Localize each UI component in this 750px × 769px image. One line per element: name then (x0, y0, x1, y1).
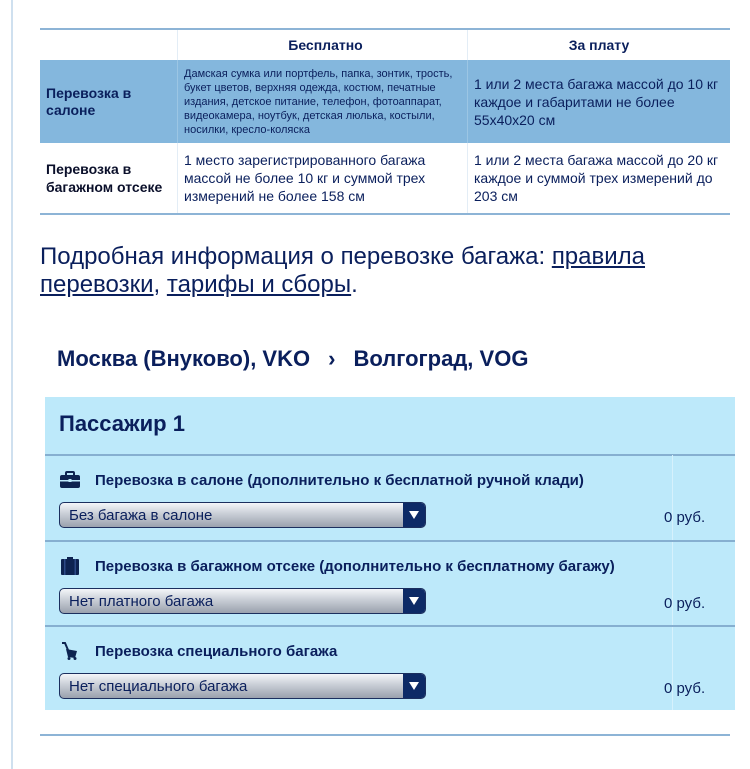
section-label (59, 471, 584, 489)
chevron-down-icon (409, 597, 419, 605)
passenger-title: Пассажир 1 (59, 411, 185, 436)
special-baggage-section (45, 627, 735, 712)
passenger-panel (45, 397, 735, 710)
header-free: Бесплатно (177, 30, 467, 60)
route-heading (57, 346, 528, 372)
header-paid: За плату (467, 30, 730, 60)
section-price: 0 руб. (664, 509, 706, 526)
cabin-baggage-select[interactable] (59, 502, 426, 528)
hold-baggage-section (45, 542, 735, 627)
info-separator: , (153, 271, 167, 298)
select-value: Нет специального багажа (69, 677, 248, 695)
select-value: Нет платного багажа (69, 592, 214, 610)
dropdown-button[interactable] (403, 589, 425, 613)
row-free: 1 место зарегистрированного багажа массой не более 10 кг и суммой трех измерений не более 158 см (177, 143, 467, 213)
section-label (59, 642, 337, 660)
info-end: . (351, 271, 358, 298)
table-row-hold (40, 143, 730, 213)
hold-baggage-select[interactable] (59, 588, 426, 614)
baggage-rules-table (40, 28, 730, 215)
suitcase-icon (59, 557, 81, 575)
row-paid: 1 или 2 места багажа массой до 20 кг каждое и суммой трех измерений до 203 см (467, 143, 730, 213)
bottom-divider (40, 734, 730, 736)
table-bottom-rule (40, 213, 730, 215)
left-border (11, 0, 13, 769)
section-price: 0 руб. (664, 595, 706, 612)
row-label: Перевозка в багажном отсеке (46, 161, 163, 195)
cabin-baggage-section (45, 456, 735, 541)
section-title: Перевозка в багажном отсеке (дополнительно к бесплатному багажу) (95, 557, 615, 575)
baggage-info-text (40, 243, 730, 299)
dropdown-button[interactable] (403, 674, 425, 698)
row-paid: 1 или 2 места багажа массой до 10 кг каждое и габаритами не более 55х40х20 см (467, 60, 730, 143)
route-destination: Волгоград, VOG (353, 346, 529, 371)
tariffs-link[interactable]: тарифы и сборы (166, 271, 352, 298)
special-baggage-select[interactable] (59, 673, 426, 699)
rules-link[interactable]: правила перевозки (40, 243, 646, 298)
table-row-cabin (40, 60, 730, 143)
select-value: Без багажа в салоне (69, 506, 213, 524)
table-header-row (40, 30, 730, 60)
route-arrow-icon: › (328, 346, 336, 371)
info-text: Подробная информация о перевозке багажа: (40, 243, 552, 270)
section-title: Перевозка в салоне (дополнительно к бесплатной ручной клади) (95, 471, 584, 489)
row-free: Дамская сумка или портфель, папка, зонтик, трость, букет цветов, верхняя одежда, костюм, печатные издания, детское питание, телефон, фотоаппарат, видеокамера, ноутбук, детская люлька, костыли, носилки, кресло-коляска (177, 60, 467, 143)
section-title: Перевозка специального багажа (95, 642, 338, 660)
chevron-down-icon (409, 682, 419, 690)
route-origin: Москва (Внуково), VKO (57, 346, 311, 371)
dropdown-button[interactable] (403, 503, 425, 527)
section-label (59, 557, 615, 575)
special-baggage-icon (59, 642, 81, 660)
row-label: Перевозка в салоне (46, 84, 132, 118)
briefcase-icon (59, 471, 81, 489)
chevron-down-icon (409, 511, 419, 519)
section-price: 0 руб. (664, 680, 706, 697)
